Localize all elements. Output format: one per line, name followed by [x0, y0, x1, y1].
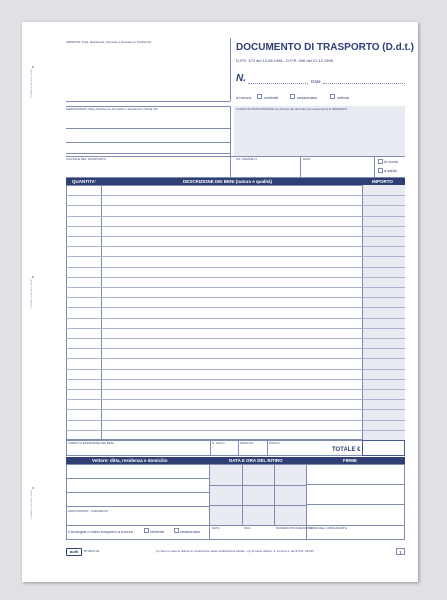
goods-row-line — [66, 379, 405, 380]
account-option-a-saldo: a saldo — [384, 168, 397, 173]
means-option-cedente: cedente — [264, 95, 279, 100]
goods-table-header — [66, 178, 405, 185]
means-checkbox-cessionario[interactable] — [290, 94, 295, 99]
goods-row-line — [66, 318, 405, 319]
annotations-label: ANNOTAZIONI - VARIAZIONI — [68, 509, 108, 513]
means-option-cessionario: cessionario — [297, 95, 318, 100]
punch-mark-bottom: FORARE QUI/PUNCH HERE — [31, 487, 35, 501]
order-date-label: DATA — [303, 157, 311, 161]
punch-mark-middle: FORARE QUI/PUNCH HERE — [31, 276, 35, 290]
goods-row-line — [66, 256, 405, 257]
goods-row-line — [66, 369, 405, 370]
goods-row-line — [66, 287, 405, 288]
order-label: GS. ORDINE N. — [236, 157, 258, 161]
goods-row-line — [66, 267, 405, 268]
form-title: DOCUMENTO DI TRASPORTO (D.d.t.) — [236, 42, 414, 53]
col-quantity-header: QUANTITA' — [72, 179, 96, 184]
goods-row-line — [66, 205, 405, 206]
page-number: 1 — [396, 548, 405, 555]
destination-label: LUOGO DI DESTINAZIONE (se diverso dal domicilio del cessionario) E INDIRIZZO — [236, 107, 348, 111]
signatures-header: FIRME — [343, 458, 357, 463]
start-time-label: ORA — [244, 526, 251, 530]
goods-row-line — [66, 236, 405, 237]
total-value-field[interactable] — [362, 440, 405, 456]
account-checkbox-a-saldo[interactable] — [378, 168, 383, 173]
sender-label: CEDENTE: Ditta, Residenza, Domicilio e Residenza, Partita IVA — [66, 40, 152, 44]
goods-row-line — [66, 420, 405, 421]
means-checkbox-cedente[interactable] — [257, 94, 262, 99]
means-checkbox-vettore[interactable] — [330, 94, 335, 99]
goods-row-line — [66, 195, 405, 196]
goods-row-line — [66, 430, 405, 431]
col-description-header: DESCRIZIONE DEI BENI (natura e qualità) — [183, 179, 273, 184]
start-date-label: DATA — [212, 526, 220, 530]
product-code: BT035A.S4 — [84, 549, 100, 553]
start-option-cedente: cedente — [150, 529, 165, 534]
goods-row-line — [66, 226, 405, 227]
form-sheet — [22, 22, 418, 582]
total-label: TOTALE € — [332, 447, 361, 453]
signature-conductor-label: FIRMA DEL CONDUCENTE — [309, 526, 347, 530]
goods-row-line — [66, 338, 405, 339]
pickup-header: DATA E ORA DEL RITIRO — [229, 458, 283, 463]
weight-label: PESO KG — [240, 441, 254, 445]
footer-note: (1) Solo in caso di utilizzo in sostituzione della certificazione fiscale - (2) Ai sensi dell'art. 3, comma 2, del D.P.R. 441/97 — [156, 549, 315, 553]
account-checkbox-in-conto[interactable] — [378, 159, 383, 164]
amount-column — [362, 185, 405, 440]
goods-row-line — [66, 328, 405, 329]
goods-row-line — [66, 307, 405, 308]
goods-row-line — [66, 297, 405, 298]
goods-row-line — [66, 389, 405, 390]
punch-mark-top: FORARE QUI/PUNCH HERE — [31, 66, 35, 80]
carrier-header: Vettore: ditta, residenza e domicilio — [92, 458, 168, 463]
recipient-label: CESSIONARIO: Ditta, Residenza, Domicilio e Residenza, Partita IVA — [66, 107, 158, 111]
port-label: PORTO — [269, 441, 280, 445]
goods-row-line — [66, 216, 405, 217]
goods-row-line — [66, 348, 405, 349]
goods-row-line — [66, 277, 405, 278]
date-label: Data — [311, 79, 321, 84]
col-amount-header: IMPORTO — [372, 179, 393, 184]
goods-row-line — [66, 246, 405, 247]
pickup-grid[interactable] — [210, 465, 306, 525]
decree-text: D.P.R. 472 del 14.08.1996 - D.P.R. 696 del 21.12.1996 — [236, 58, 333, 63]
goods-table — [66, 185, 405, 440]
start-checkbox-cessionario[interactable] — [174, 528, 179, 533]
transport-start-label: Consegna o inizio trasporto a mezzo — [68, 529, 133, 534]
goods-row-line — [66, 358, 405, 359]
registration-label: NUMERO PROGRESSIVO — [276, 526, 313, 530]
number-label: N. — [236, 73, 246, 84]
brand-logo: dufil — [66, 548, 82, 556]
start-option-cessionario: cessionario — [180, 529, 201, 534]
means-option-vettore: vettore — [337, 95, 350, 100]
start-checkbox-cedente[interactable] — [144, 528, 149, 533]
carrier-section-header — [66, 457, 405, 464]
goods-row-line — [66, 399, 405, 400]
packages-label: N. COLLI — [212, 441, 225, 445]
by-means-label: a mezzo: — [236, 95, 253, 100]
goods-row-line — [66, 409, 405, 410]
reason-label: CAUSALE DEL TRASPORTO — [66, 157, 106, 161]
appearance-label: ASPETTO ESTERIORE DEI BENI — [68, 441, 114, 445]
account-option-in-conto: in conto — [384, 159, 399, 164]
destination-box[interactable] — [234, 106, 405, 156]
